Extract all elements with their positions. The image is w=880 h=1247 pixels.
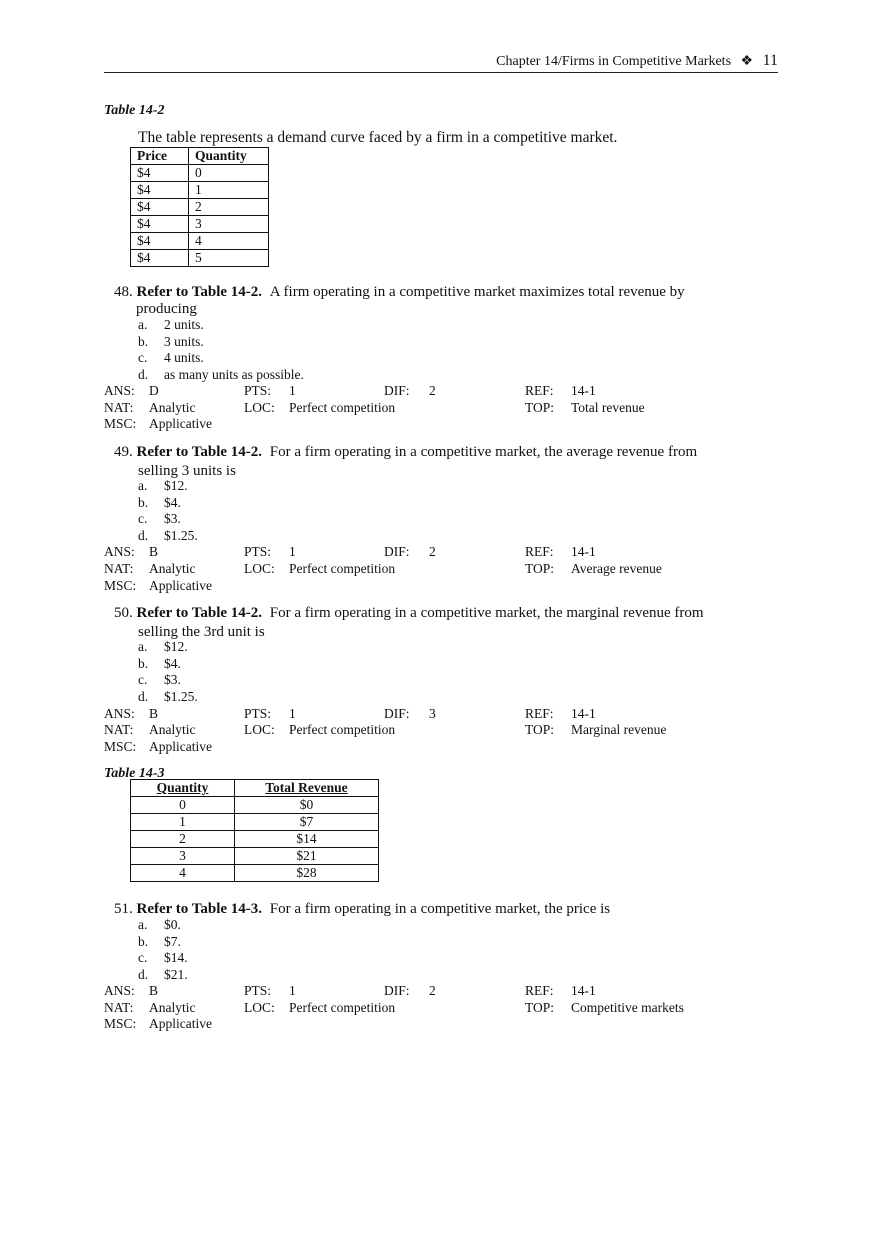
label-nat: NAT: [104, 722, 134, 737]
label-msc: MSC: [104, 1016, 137, 1031]
cell-price: $4 [131, 182, 189, 199]
table-row [131, 199, 269, 216]
header-total-revenue: Total Revenue [235, 780, 379, 797]
question-50-stem-cont: selling the 3rd unit is [138, 624, 265, 640]
table-header-row [131, 780, 379, 797]
question-ref: Refer to Table 14-2. [136, 605, 263, 621]
cell-price: $4 [131, 250, 189, 267]
cell-quantity: 5 [189, 250, 269, 267]
question-50-stem [114, 604, 704, 622]
header-quantity: Quantity [131, 780, 235, 797]
value-top: Average revenue [571, 561, 662, 576]
label-ans: ANS: [104, 383, 135, 398]
choice-a: a. $12. [138, 639, 188, 654]
value-top: Competitive markets [571, 1000, 684, 1015]
label-dif: DIF: [384, 983, 410, 998]
chapter-title: Chapter 14/Firms in Competitive Markets [496, 54, 732, 69]
choice-b: b. $7. [138, 934, 181, 949]
label-pts: PTS: [244, 706, 272, 721]
value-nat: Analytic [149, 561, 196, 576]
value-msc: Applicative [149, 739, 212, 754]
table-header-row [131, 148, 269, 165]
question-text: For a firm operating in a competitive market, the price is [269, 901, 611, 917]
value-loc: Perfect competition [289, 722, 396, 737]
label-msc: MSC: [104, 578, 137, 593]
table-row [131, 797, 379, 814]
value-nat: Analytic [149, 722, 196, 737]
choice-b: b. $4. [138, 495, 181, 510]
value-ref: 14-1 [571, 544, 596, 559]
label-dif: DIF: [384, 544, 410, 559]
question-number: 49. [114, 444, 133, 460]
cell-price: $4 [131, 233, 189, 250]
value-loc: Perfect competition [289, 400, 396, 415]
value-pts: 1 [289, 706, 296, 721]
choice-d: d. $21. [138, 967, 188, 982]
label-msc: MSC: [104, 416, 137, 431]
question-ref: Refer to Table 14-2. [136, 284, 263, 300]
choice-c: c. $14. [138, 950, 188, 965]
value-ans: B [149, 544, 159, 559]
value-nat: Analytic [149, 1000, 196, 1015]
cell-quantity: 0 [189, 165, 269, 182]
running-header [104, 52, 778, 73]
question-number: 50. [114, 605, 133, 621]
question-number: 48. [114, 284, 133, 300]
label-nat: NAT: [104, 1000, 134, 1015]
header-price: Price [131, 148, 189, 165]
cell-quantity: 1 [131, 814, 235, 831]
cell-quantity: 3 [131, 848, 235, 865]
table-14-3-caption: Table 14-3 [104, 766, 165, 781]
cell-price: $4 [131, 216, 189, 233]
cell-quantity: 2 [189, 199, 269, 216]
cell-price: $4 [131, 165, 189, 182]
choice-d: d. $1.25. [138, 689, 198, 704]
page-number: 11 [762, 52, 778, 69]
value-loc: Perfect competition [289, 561, 396, 576]
cell-quantity: 0 [131, 797, 235, 814]
choice-a: a. $0. [138, 917, 181, 932]
table-row [131, 233, 269, 250]
value-pts: 1 [289, 383, 296, 398]
question-text: For a firm operating in a competitive market, the average revenue from [269, 444, 698, 460]
value-ans: D [149, 383, 159, 398]
cell-total-revenue: $28 [235, 865, 379, 882]
label-msc: MSC: [104, 739, 137, 754]
table-row [131, 865, 379, 882]
label-dif: DIF: [384, 383, 410, 398]
value-nat: Analytic [149, 400, 196, 415]
question-49-stem-cont: selling 3 units is [138, 463, 236, 479]
value-dif: 2 [429, 983, 436, 998]
value-ref: 14-1 [571, 983, 596, 998]
label-loc: LOC: [244, 1000, 275, 1015]
table-row [131, 182, 269, 199]
table-row [131, 250, 269, 267]
question-ref: Refer to Table 14-3. [136, 901, 263, 917]
value-ans: B [149, 706, 159, 721]
value-ref: 14-1 [571, 383, 596, 398]
label-loc: LOC: [244, 722, 275, 737]
label-ans: ANS: [104, 983, 135, 998]
label-top: TOP: [525, 561, 555, 576]
table-row [131, 848, 379, 865]
choice-a: a. 2 units. [138, 317, 204, 332]
question-48-stem-cont: producing [136, 301, 197, 317]
value-top: Marginal revenue [571, 722, 667, 737]
label-ref: REF: [525, 706, 554, 721]
label-pts: PTS: [244, 983, 272, 998]
table-row [131, 165, 269, 182]
label-ref: REF: [525, 544, 554, 559]
cell-total-revenue: $7 [235, 814, 379, 831]
question-text: For a firm operating in a competitive market, the marginal revenue from [269, 605, 704, 621]
label-dif: DIF: [384, 706, 410, 721]
choice-c: c. $3. [138, 672, 181, 687]
choice-b: b. $4. [138, 656, 181, 671]
cell-quantity: 4 [189, 233, 269, 250]
cell-total-revenue: $21 [235, 848, 379, 865]
cell-quantity: 3 [189, 216, 269, 233]
question-51-stem [114, 900, 610, 918]
header-quantity: Quantity [189, 148, 269, 165]
cell-quantity: 2 [131, 831, 235, 848]
label-top: TOP: [525, 400, 555, 415]
label-ref: REF: [525, 383, 554, 398]
question-number: 51. [114, 901, 133, 917]
label-loc: LOC: [244, 561, 275, 576]
cell-quantity: 1 [189, 182, 269, 199]
value-pts: 1 [289, 983, 296, 998]
cell-quantity: 4 [131, 865, 235, 882]
value-ans: B [149, 983, 159, 998]
label-top: TOP: [525, 722, 555, 737]
value-dif: 3 [429, 706, 436, 721]
cell-price: $4 [131, 199, 189, 216]
value-dif: 2 [429, 383, 436, 398]
choice-b: b. 3 units. [138, 334, 204, 349]
value-msc: Applicative [149, 416, 212, 431]
table-row [131, 216, 269, 233]
value-top: Total revenue [571, 400, 645, 415]
value-msc: Applicative [149, 1016, 212, 1031]
value-ref: 14-1 [571, 706, 596, 721]
question-text: A firm operating in a competitive market maximizes total revenue by [269, 284, 685, 300]
cell-total-revenue: $0 [235, 797, 379, 814]
choice-c: c. $3. [138, 511, 181, 526]
table-14-2-caption: Table 14-2 [104, 103, 165, 118]
label-nat: NAT: [104, 400, 134, 415]
table-14-3 [130, 779, 379, 882]
table-row [131, 831, 379, 848]
label-ans: ANS: [104, 544, 135, 559]
label-ans: ANS: [104, 706, 135, 721]
value-msc: Applicative [149, 578, 212, 593]
question-48-stem [114, 283, 685, 301]
question-49-stem [114, 443, 697, 461]
cell-total-revenue: $14 [235, 831, 379, 848]
choice-c: c. 4 units. [138, 350, 204, 365]
table-row [131, 814, 379, 831]
question-ref: Refer to Table 14-2. [136, 444, 263, 460]
value-pts: 1 [289, 544, 296, 559]
label-loc: LOC: [244, 400, 275, 415]
ornament-icon: ❖ [740, 54, 754, 69]
label-nat: NAT: [104, 561, 134, 576]
choice-a: a. $12. [138, 478, 188, 493]
label-top: TOP: [525, 1000, 555, 1015]
label-ref: REF: [525, 983, 554, 998]
label-pts: PTS: [244, 544, 272, 559]
table-14-2 [130, 147, 269, 267]
label-pts: PTS: [244, 383, 272, 398]
choice-d: d. $1.25. [138, 528, 198, 543]
choice-d: d. as many units as possible. [138, 367, 304, 382]
value-loc: Perfect competition [289, 1000, 396, 1015]
value-dif: 2 [429, 544, 436, 559]
table-14-2-intro: The table represents a demand curve faced by a firm in a competitive market. [138, 129, 618, 146]
